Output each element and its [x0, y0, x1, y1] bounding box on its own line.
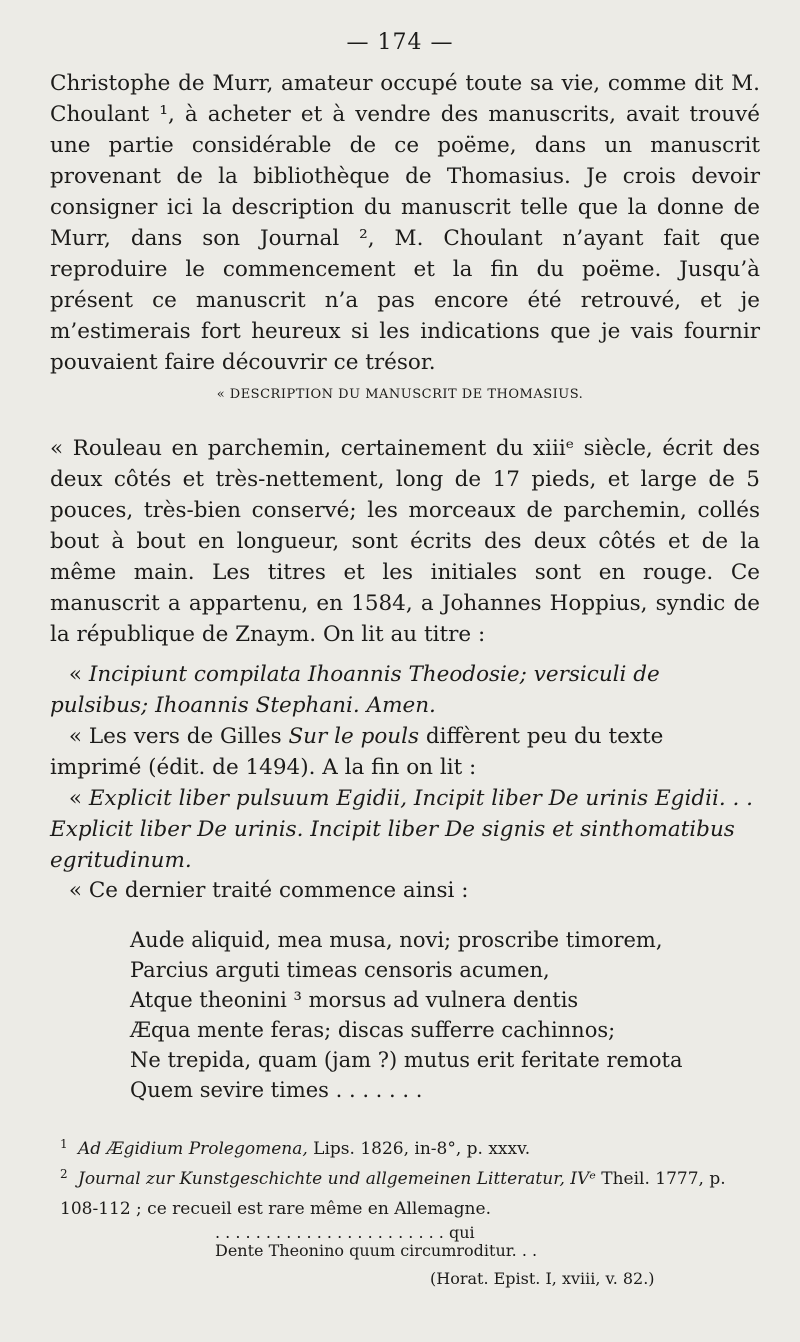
page-number: — 174 —	[346, 30, 454, 55]
quote-gilles-text-b: diffèrent peu du texte imprimé (édit. de 1494). A la fin on lit :	[50, 724, 664, 780]
footnote-marker: 2	[60, 1167, 68, 1181]
quote-title-text: Incipiunt compilata Ihoannis Theodosie; versiculi de pulsibus; Ihoannis Stephani. Amen.	[50, 662, 660, 718]
quote-mark: «	[68, 724, 82, 749]
quote-explicit-text: Explicit liber pulsuum Egidii, Incipit liber De urinis Egidii. . . Explicit liber De urinis. Incipit liber De signis et sinthomatibus egritudinum.	[50, 786, 754, 873]
paragraph-intro: Christophe de Murr, amateur occupé toute sa vie, comme dit M. Choulant ¹, à acheter et à vendre des manuscrits, avait trouvé une partie considérable de ce poëme, dans un manuscrit provenant de la bibliothèque de Thomasius. Je crois devoir consigner ici la description du manuscrit telle que la donne de Murr, dans son Journal ², M. Choulant n’ayant fait que reproduire le commencement et la fin du poëme. Jusqu’à présent ce manuscrit n’a pas encore été retrouvé, et je m’estimerais fort heureux si les indications que je vais fournir pouvaient faire découvrir ce trésor.	[50, 71, 760, 375]
quote-title	[50, 659, 760, 721]
quote-commence-text: Ce dernier traité commence ainsi :	[88, 878, 469, 903]
quote-mark: «	[68, 786, 82, 811]
footnote-2	[60, 1164, 760, 1224]
footnote-1-italic: Ad Ægidium Prolegomena,	[78, 1139, 308, 1159]
verse-line: Aude aliquid, mea musa, novi; proscribe timorem,	[130, 928, 663, 952]
quote-mark: «	[68, 878, 82, 903]
footnote-3-citation: (Horat. Epist. I, xviii, v. 82.)	[430, 1269, 655, 1288]
verse-block	[130, 925, 682, 1105]
quote-gilles-text-a: Les vers de Gilles	[88, 724, 289, 749]
verse-line: Parcius arguti timeas censoris acumen,	[130, 958, 550, 982]
verse-line: Quem sevire times . . . . . . .	[130, 1078, 423, 1102]
footnote-1-text: Lips. 1826, in-8°, p. xxxv.	[307, 1139, 531, 1159]
footnote-1	[60, 1134, 760, 1164]
quote-gilles	[50, 721, 760, 783]
verse-line: Æqua mente feras; discas sufferre cachinnos;	[130, 1018, 616, 1042]
paragraph-description: « Rouleau en parchemin, certainement du xiiiᵉ siècle, écrit des deux côtés et très-nettement, long de 17 pieds, et large de 5 pouces, très-bien conservé; les morceaux de parchemin, collés bout à bout en longueur, sont écrits des deux côtés et de la même main. Les titres et les initiales sont en rouge. Ce manuscrit a appartenu, en 1584, a Johannes Hoppius, syndic de la république de Znaym. On lit au titre :	[50, 436, 760, 647]
footnote-2-text: Theil. 1777, p. 108-112 ; ce recueil est rare même en Allemagne.	[60, 1169, 726, 1219]
section-heading: « DESCRIPTION DU MANUSCRIT DE THOMASIUS.	[216, 387, 584, 402]
verse-line: Atque theonini ³ morsus ad vulnera dentis	[130, 988, 579, 1012]
footnote-3-line-1: . . . . . . . . . . . . . . . . . . . . . . . qui	[215, 1223, 475, 1242]
quote-gilles-italic: Sur le pouls	[288, 724, 420, 749]
footnote-2-italic: Journal zur Kunstgeschichte und allgemeinen Litteratur, IVᵉ	[78, 1169, 596, 1189]
quote-explicit	[50, 783, 760, 876]
footnote-3-line-2: Dente Theonino quum circumroditur. . .	[215, 1241, 538, 1260]
quote-mark: «	[68, 662, 82, 687]
footnote-marker: 1	[60, 1137, 68, 1151]
quote-commence	[50, 875, 760, 906]
verse-line: Ne trepida, quam (jam ?) mutus erit feritate remota	[130, 1048, 683, 1072]
